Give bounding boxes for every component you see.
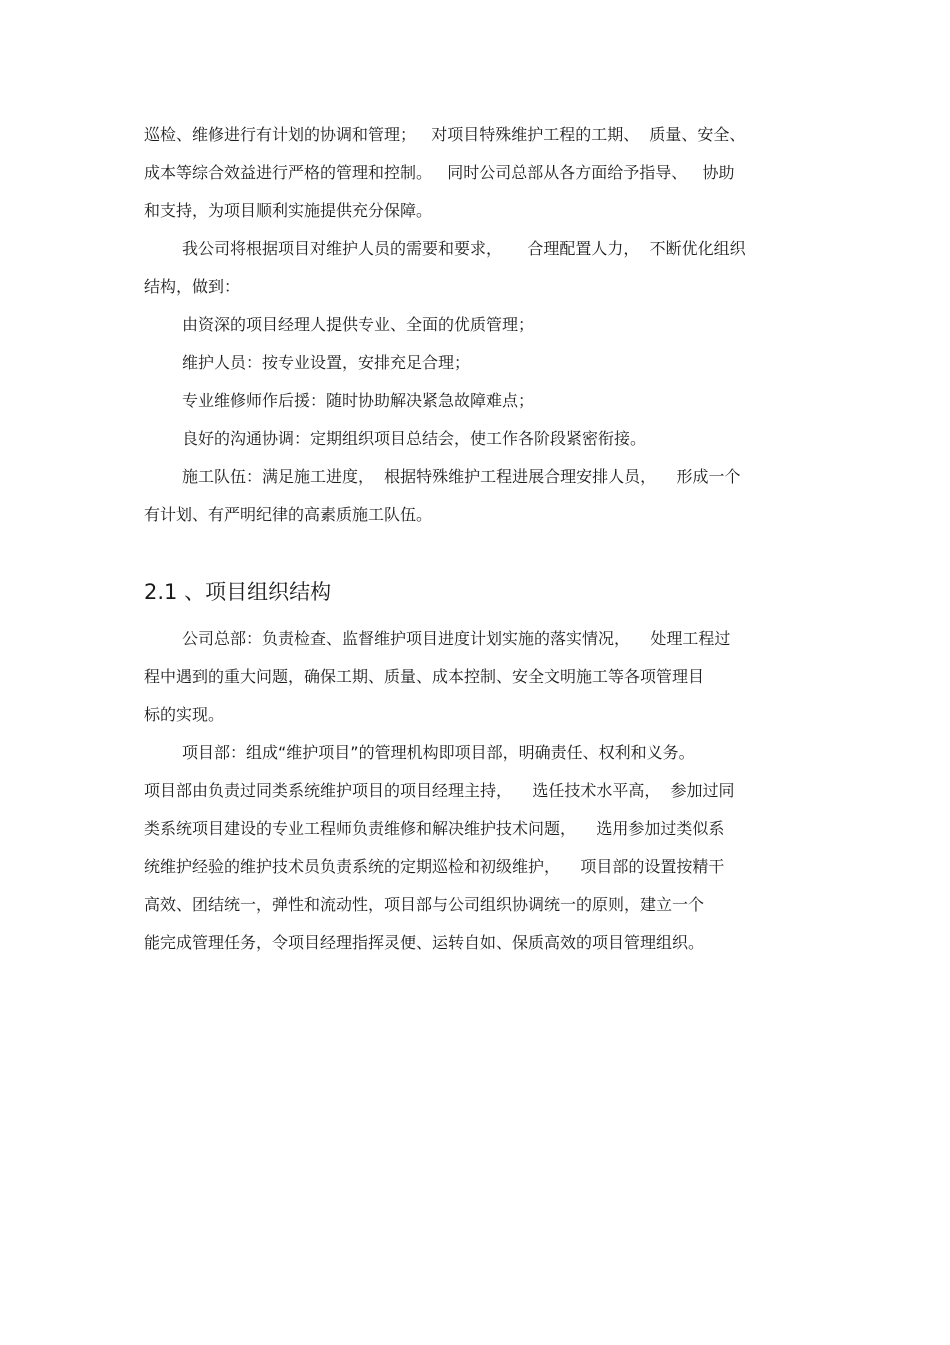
list-item: 专业维修师作后援：随时协助解决紧急故障难点；	[182, 391, 535, 410]
paragraph-line: 和支持，为项目顺利实施提供充分保障。	[144, 201, 433, 220]
list-item: 维护人员：按专业设置，安排充足合理；	[182, 353, 471, 372]
paragraph-line: 我公司将根据项目对维护人员的需要和要求， 合理配置人力， 不断优化组织	[182, 239, 746, 258]
paragraph-line: 标的实现。	[144, 705, 225, 724]
paragraph-line: 项目部由负责过同类系统维护项目的项目经理主持， 选任技术水平高， 参加过同	[144, 781, 735, 800]
paragraph-line: 成本等综合效益进行严格的管理和控制。 同时公司总部从各方面给予指导、 协助	[144, 163, 735, 182]
paragraph-line: 统维护经验的维护技术员负责系统的定期巡检和初级维护， 项目部的设置按精干	[144, 857, 725, 876]
paragraph-line: 能完成管理任务，令项目经理指挥灵便、运转自如、保质高效的项目管理组织。	[144, 933, 705, 952]
paragraph-line: 公司总部：负责检查、监督维护项目进度计划实施的落实情况， 处理工程过	[182, 629, 731, 648]
paragraph-line: 有计划、有严明纪律的高素质施工队伍。	[144, 505, 433, 524]
list-item: 由资深的项目经理人提供专业、全面的优质管理；	[182, 315, 535, 334]
paragraph-line: 巡检、维修进行有计划的协调和管理； 对项目特殊维护工程的工期、 质量、安全、	[144, 125, 746, 144]
section-heading: 2.1 、项目组织结构	[144, 580, 332, 604]
paragraph-line: 程中遇到的重大问题，确保工期、质量、成本控制、安全文明施工等各项管理目	[144, 667, 705, 686]
list-item: 良好的沟通协调：定期组织项目总结会，使工作各阶段紧密衔接。	[182, 429, 647, 448]
paragraph-line: 高效、团结统一，弹性和流动性，项目部与公司组织协调统一的原则，建立一个	[144, 895, 705, 914]
paragraph-line: 结构，做到：	[144, 277, 241, 296]
list-item: 施工队伍：满足施工进度， 根据特殊维护工程进展合理安排人员， 形成一个	[182, 467, 741, 486]
paragraph-line: 类系统项目建设的专业工程师负责维修和解决维护技术问题， 选用参加过类似系	[144, 819, 725, 838]
paragraph-line: 项目部：组成“维护项目”的管理机构即项目部，明确责任、权利和义务。	[182, 743, 695, 762]
